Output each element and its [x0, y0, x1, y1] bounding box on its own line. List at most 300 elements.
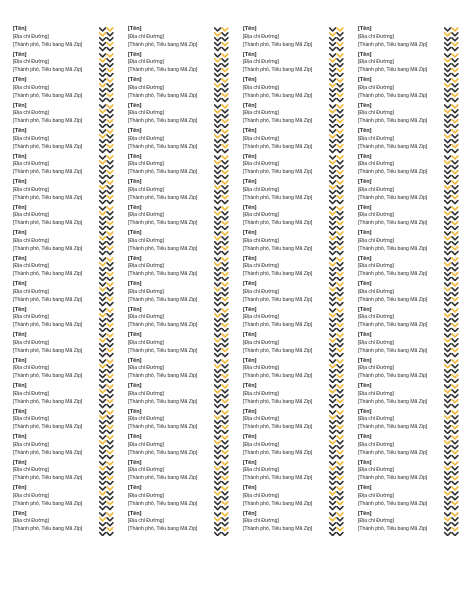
- label-street: [Địa chỉ Đường]: [13, 518, 49, 525]
- chevron-pattern-icon: [214, 230, 231, 256]
- label-city: [Thành phố, Tiểu bang Mã Zip]: [243, 347, 313, 354]
- address-label[interactable]: [12, 409, 117, 435]
- label-city: [Thành phố, Tiểu bang Mã Zip]: [13, 41, 83, 48]
- address-label[interactable]: [242, 256, 347, 282]
- label-city: [Thành phố, Tiểu bang Mã Zip]: [128, 67, 198, 74]
- label-street: [Địa chỉ Đường]: [128, 390, 164, 397]
- chevron-pattern-icon: [214, 128, 231, 154]
- address-label[interactable]: [357, 154, 462, 180]
- address-label[interactable]: [12, 52, 117, 78]
- label-street: [Địa chỉ Đường]: [13, 186, 49, 193]
- address-label[interactable]: [12, 434, 117, 460]
- address-label[interactable]: [127, 179, 232, 205]
- address-label[interactable]: [357, 383, 462, 409]
- address-label[interactable]: [357, 281, 462, 307]
- label-name: [Tên]: [358, 485, 372, 491]
- address-label[interactable]: [12, 77, 117, 103]
- chevron-pattern-icon: [99, 332, 116, 358]
- label-street: [Địa chỉ Đường]: [128, 33, 164, 40]
- address-label[interactable]: [357, 485, 462, 511]
- label-city: [Thành phố, Tiểu bang Mã Zip]: [128, 373, 198, 380]
- label-street: [Địa chỉ Đường]: [358, 84, 394, 91]
- address-label[interactable]: [357, 409, 462, 435]
- label-name: [Tên]: [128, 230, 142, 236]
- chevron-pattern-icon: [99, 52, 116, 78]
- address-label[interactable]: [12, 460, 117, 486]
- label-city: [Thành phố, Tiểu bang Mã Zip]: [13, 526, 83, 533]
- label-city: [Thành phố, Tiểu bang Mã Zip]: [13, 500, 83, 507]
- chevron-pattern-icon: [444, 434, 461, 460]
- chevron-pattern-icon: [99, 230, 116, 256]
- chevron-pattern-icon: [329, 179, 346, 205]
- label-name: [Tên]: [128, 459, 142, 466]
- label-city: [Thành phố, Tiểu bang Mã Zip]: [128, 271, 198, 278]
- address-label[interactable]: [127, 460, 232, 486]
- label-street: [Địa chỉ Đường]: [13, 416, 49, 423]
- label-city: [Thành phố, Tiểu bang Mã Zip]: [358, 398, 428, 405]
- label-street: [Địa chỉ Đường]: [13, 212, 49, 219]
- label-city: [Thành phố, Tiểu bang Mã Zip]: [128, 296, 198, 303]
- label-street: [Địa chỉ Đường]: [243, 212, 279, 219]
- address-label[interactable]: [242, 434, 347, 460]
- label-name: [Tên]: [358, 230, 372, 236]
- label-name: [Tên]: [358, 179, 372, 185]
- address-label[interactable]: [12, 511, 117, 537]
- chevron-pattern-icon: [99, 26, 116, 52]
- label-city: [Thành phố, Tiểu bang Mã Zip]: [358, 271, 428, 278]
- label-name: [Tên]: [358, 332, 372, 338]
- address-label[interactable]: [357, 460, 462, 486]
- label-city: [Thành phố, Tiểu bang Mã Zip]: [128, 475, 198, 482]
- label-street: [Địa chỉ Đường]: [243, 416, 279, 423]
- address-label[interactable]: [357, 103, 462, 129]
- label-name: [Tên]: [128, 26, 142, 32]
- label-street: [Địa chỉ Đường]: [128, 186, 164, 193]
- label-name: [Tên]: [243, 255, 257, 262]
- address-label[interactable]: [127, 485, 232, 511]
- label-street: [Địa chỉ Đường]: [243, 237, 279, 244]
- label-city: [Thành phố, Tiểu bang Mã Zip]: [243, 424, 313, 431]
- label-street: [Địa chỉ Đường]: [358, 186, 394, 193]
- label-name: [Tên]: [128, 485, 142, 491]
- label-name: [Tên]: [243, 459, 257, 466]
- chevron-pattern-icon: [444, 485, 461, 511]
- chevron-pattern-icon: [214, 77, 231, 103]
- label-street: [Địa chỉ Đường]: [358, 263, 394, 270]
- chevron-pattern-icon: [329, 26, 346, 52]
- address-label[interactable]: [357, 26, 462, 52]
- chevron-pattern-icon: [99, 485, 116, 511]
- label-city: [Thành phố, Tiểu bang Mã Zip]: [13, 322, 83, 329]
- label-city: [Thành phố, Tiểu bang Mã Zip]: [243, 220, 313, 227]
- address-label[interactable]: [242, 358, 347, 384]
- chevron-pattern-icon: [329, 460, 346, 486]
- label-name: [Tên]: [243, 306, 257, 313]
- chevron-pattern-icon: [444, 230, 461, 256]
- label-city: [Thành phố, Tiểu bang Mã Zip]: [358, 143, 428, 150]
- label-city: [Thành phố, Tiểu bang Mã Zip]: [243, 475, 313, 482]
- address-label[interactable]: [12, 256, 117, 282]
- label-street: [Địa chỉ Đường]: [243, 84, 279, 91]
- chevron-pattern-icon: [214, 434, 231, 460]
- chevron-pattern-icon: [214, 307, 231, 333]
- label-street: [Địa chỉ Đường]: [13, 161, 49, 168]
- label-street: [Địa chỉ Đường]: [243, 186, 279, 193]
- address-label[interactable]: [242, 511, 347, 537]
- address-label[interactable]: [12, 103, 117, 129]
- label-city: [Thành phố, Tiểu bang Mã Zip]: [358, 475, 428, 482]
- address-label[interactable]: [127, 511, 232, 537]
- label-city: [Thành phố, Tiểu bang Mã Zip]: [13, 424, 83, 431]
- address-label[interactable]: [357, 358, 462, 384]
- label-name: [Tên]: [358, 383, 372, 389]
- label-street: [Địa chỉ Đường]: [243, 365, 279, 372]
- chevron-pattern-icon: [329, 128, 346, 154]
- label-city: [Thành phố, Tiểu bang Mã Zip]: [128, 92, 198, 99]
- chevron-pattern-icon: [329, 358, 346, 384]
- address-label[interactable]: [357, 52, 462, 78]
- chevron-pattern-icon: [99, 154, 116, 180]
- address-label[interactable]: [12, 332, 117, 358]
- chevron-pattern-icon: [329, 281, 346, 307]
- label-city: [Thành phố, Tiểu bang Mã Zip]: [243, 169, 313, 176]
- address-label[interactable]: [127, 358, 232, 384]
- label-city: [Thành phố, Tiểu bang Mã Zip]: [243, 271, 313, 278]
- chevron-pattern-icon: [444, 383, 461, 409]
- chevron-pattern-icon: [329, 256, 346, 282]
- chevron-pattern-icon: [444, 332, 461, 358]
- address-label[interactable]: [242, 52, 347, 78]
- label-name: [Tên]: [13, 459, 27, 466]
- label-street: [Địa chỉ Đường]: [128, 135, 164, 142]
- label-name: [Tên]: [128, 153, 142, 160]
- label-street: [Địa chỉ Đường]: [358, 492, 394, 499]
- address-label[interactable]: [242, 77, 347, 103]
- label-street: [Địa chỉ Đường]: [13, 263, 49, 270]
- chevron-pattern-icon: [329, 103, 346, 129]
- address-label[interactable]: [127, 281, 232, 307]
- label-street: [Địa chỉ Đường]: [128, 365, 164, 372]
- address-label[interactable]: [242, 128, 347, 154]
- label-city: [Thành phố, Tiểu bang Mã Zip]: [13, 373, 83, 380]
- address-label[interactable]: [357, 77, 462, 103]
- label-city: [Thành phố, Tiểu bang Mã Zip]: [358, 322, 428, 329]
- label-name: [Tên]: [243, 153, 257, 160]
- address-label[interactable]: [12, 154, 117, 180]
- address-label[interactable]: [242, 205, 347, 231]
- chevron-pattern-icon: [444, 511, 461, 537]
- label-name: [Tên]: [243, 77, 257, 83]
- label-name: [Tên]: [13, 128, 27, 134]
- label-city: [Thành phố, Tiểu bang Mã Zip]: [243, 67, 313, 74]
- label-city: [Thành phố, Tiểu bang Mã Zip]: [13, 92, 83, 99]
- chevron-pattern-icon: [329, 307, 346, 333]
- label-name: [Tên]: [243, 179, 257, 185]
- address-label[interactable]: [242, 485, 347, 511]
- chevron-pattern-icon: [444, 205, 461, 231]
- address-label[interactable]: [242, 281, 347, 307]
- address-label[interactable]: [12, 179, 117, 205]
- chevron-pattern-icon: [99, 460, 116, 486]
- chevron-pattern-icon: [329, 154, 346, 180]
- chevron-pattern-icon: [329, 77, 346, 103]
- address-label[interactable]: [357, 179, 462, 205]
- label-street: [Địa chỉ Đường]: [128, 110, 164, 117]
- label-street: [Địa chỉ Đường]: [243, 390, 279, 397]
- label-city: [Thành phố, Tiểu bang Mã Zip]: [13, 449, 83, 456]
- label-street: [Địa chỉ Đường]: [128, 314, 164, 321]
- label-name: [Tên]: [358, 408, 372, 415]
- address-label[interactable]: [127, 434, 232, 460]
- label-name: [Tên]: [128, 51, 142, 58]
- label-city: [Thành phố, Tiểu bang Mã Zip]: [13, 220, 83, 227]
- label-street: [Địa chỉ Đường]: [243, 314, 279, 321]
- label-city: [Thành phố, Tiểu bang Mã Zip]: [358, 424, 428, 431]
- address-label[interactable]: [12, 205, 117, 231]
- address-label[interactable]: [242, 154, 347, 180]
- address-label[interactable]: [127, 52, 232, 78]
- label-street: [Địa chỉ Đường]: [358, 441, 394, 448]
- label-city: [Thành phố, Tiểu bang Mã Zip]: [128, 118, 198, 125]
- chevron-pattern-icon: [214, 26, 231, 52]
- chevron-pattern-icon: [99, 511, 116, 537]
- address-label[interactable]: [242, 179, 347, 205]
- address-label[interactable]: [357, 256, 462, 282]
- label-city: [Thành phố, Tiểu bang Mã Zip]: [358, 67, 428, 74]
- label-city: [Thành phố, Tiểu bang Mã Zip]: [243, 500, 313, 507]
- label-street: [Địa chỉ Đường]: [128, 212, 164, 219]
- label-street: [Địa chỉ Đường]: [128, 339, 164, 346]
- address-label[interactable]: [12, 358, 117, 384]
- label-name: [Tên]: [243, 128, 257, 134]
- label-street: [Địa chỉ Đường]: [358, 314, 394, 321]
- label-city: [Thành phố, Tiểu bang Mã Zip]: [243, 398, 313, 405]
- address-label[interactable]: [127, 307, 232, 333]
- address-label[interactable]: [12, 281, 117, 307]
- label-city: [Thành phố, Tiểu bang Mã Zip]: [243, 526, 313, 533]
- chevron-pattern-icon: [214, 485, 231, 511]
- address-label[interactable]: [242, 409, 347, 435]
- chevron-pattern-icon: [329, 383, 346, 409]
- label-street: [Địa chỉ Đường]: [13, 33, 49, 40]
- label-street: [Địa chỉ Đường]: [13, 237, 49, 244]
- label-street: [Địa chỉ Đường]: [358, 135, 394, 142]
- label-name: [Tên]: [13, 102, 27, 109]
- label-name: [Tên]: [13, 306, 27, 313]
- label-city: [Thành phố, Tiểu bang Mã Zip]: [128, 169, 198, 176]
- label-grid: [12, 26, 462, 536]
- chevron-pattern-icon: [99, 256, 116, 282]
- chevron-pattern-icon: [444, 154, 461, 180]
- label-city: [Thành phố, Tiểu bang Mã Zip]: [128, 220, 198, 227]
- label-name: [Tên]: [128, 102, 142, 109]
- label-city: [Thành phố, Tiểu bang Mã Zip]: [13, 475, 83, 482]
- address-label[interactable]: [242, 460, 347, 486]
- address-label[interactable]: [12, 485, 117, 511]
- label-street: [Địa chỉ Đường]: [358, 59, 394, 66]
- chevron-pattern-icon: [329, 230, 346, 256]
- address-label[interactable]: [357, 307, 462, 333]
- chevron-pattern-icon: [99, 307, 116, 333]
- label-street: [Địa chỉ Đường]: [358, 518, 394, 525]
- label-city: [Thành phố, Tiểu bang Mã Zip]: [128, 526, 198, 533]
- label-name: [Tên]: [358, 77, 372, 83]
- address-label[interactable]: [12, 307, 117, 333]
- chevron-pattern-icon: [329, 332, 346, 358]
- label-name: [Tên]: [358, 51, 372, 58]
- label-name: [Tên]: [13, 230, 27, 236]
- label-name: [Tên]: [243, 510, 257, 517]
- address-label[interactable]: [127, 230, 232, 256]
- label-city: [Thành phố, Tiểu bang Mã Zip]: [128, 41, 198, 48]
- label-city: [Thành phố, Tiểu bang Mã Zip]: [13, 271, 83, 278]
- label-street: [Địa chỉ Đường]: [243, 467, 279, 474]
- address-label[interactable]: [127, 256, 232, 282]
- address-label[interactable]: [242, 230, 347, 256]
- chevron-pattern-icon: [99, 179, 116, 205]
- label-street: [Địa chỉ Đường]: [358, 365, 394, 372]
- chevron-pattern-icon: [214, 103, 231, 129]
- chevron-pattern-icon: [214, 358, 231, 384]
- address-label[interactable]: [357, 128, 462, 154]
- label-name: [Tên]: [13, 434, 27, 440]
- chevron-pattern-icon: [214, 460, 231, 486]
- chevron-pattern-icon: [99, 103, 116, 129]
- address-label[interactable]: [242, 383, 347, 409]
- address-label[interactable]: [357, 434, 462, 460]
- chevron-pattern-icon: [329, 205, 346, 231]
- label-city: [Thành phố, Tiểu bang Mã Zip]: [128, 424, 198, 431]
- address-label[interactable]: [12, 230, 117, 256]
- address-label[interactable]: [242, 103, 347, 129]
- label-city: [Thành phố, Tiểu bang Mã Zip]: [243, 143, 313, 150]
- label-name: [Tên]: [243, 26, 257, 32]
- label-name: [Tên]: [243, 485, 257, 491]
- label-city: [Thành phố, Tiểu bang Mã Zip]: [13, 245, 83, 252]
- address-label[interactable]: [357, 511, 462, 537]
- label-city: [Thành phố, Tiểu bang Mã Zip]: [128, 500, 198, 507]
- label-street: [Địa chỉ Đường]: [243, 288, 279, 295]
- chevron-pattern-icon: [99, 77, 116, 103]
- chevron-pattern-icon: [444, 103, 461, 129]
- chevron-pattern-icon: [444, 128, 461, 154]
- chevron-pattern-icon: [99, 358, 116, 384]
- label-name: [Tên]: [243, 332, 257, 338]
- label-name: [Tên]: [243, 230, 257, 236]
- label-street: [Địa chỉ Đường]: [358, 339, 394, 346]
- label-street: [Địa chỉ Đường]: [13, 110, 49, 117]
- label-city: [Thành phố, Tiểu bang Mã Zip]: [243, 194, 313, 201]
- label-city: [Thành phố, Tiểu bang Mã Zip]: [358, 118, 428, 125]
- chevron-pattern-icon: [444, 77, 461, 103]
- label-name: [Tên]: [128, 204, 142, 211]
- chevron-pattern-icon: [214, 383, 231, 409]
- label-name: [Tên]: [358, 102, 372, 109]
- label-name: [Tên]: [128, 179, 142, 185]
- label-street: [Địa chỉ Đường]: [128, 441, 164, 448]
- label-city: [Thành phố, Tiểu bang Mã Zip]: [358, 296, 428, 303]
- address-label[interactable]: [12, 128, 117, 154]
- chevron-pattern-icon: [444, 409, 461, 435]
- address-label[interactable]: [127, 383, 232, 409]
- address-label[interactable]: [12, 26, 117, 52]
- label-name: [Tên]: [243, 51, 257, 58]
- label-city: [Thành phố, Tiểu bang Mã Zip]: [128, 347, 198, 354]
- address-label[interactable]: [242, 26, 347, 52]
- label-city: [Thành phố, Tiểu bang Mã Zip]: [358, 347, 428, 354]
- label-name: [Tên]: [128, 306, 142, 313]
- label-city: [Thành phố, Tiểu bang Mã Zip]: [358, 526, 428, 533]
- label-street: [Địa chỉ Đường]: [358, 467, 394, 474]
- address-label[interactable]: [357, 332, 462, 358]
- address-label[interactable]: [357, 230, 462, 256]
- label-city: [Thành phố, Tiểu bang Mã Zip]: [358, 169, 428, 176]
- chevron-pattern-icon: [214, 154, 231, 180]
- label-name: [Tên]: [13, 408, 27, 415]
- chevron-pattern-icon: [444, 460, 461, 486]
- chevron-pattern-icon: [444, 179, 461, 205]
- label-street: [Địa chỉ Đường]: [128, 467, 164, 474]
- address-label[interactable]: [127, 26, 232, 52]
- address-label[interactable]: [127, 332, 232, 358]
- label-city: [Thành phố, Tiểu bang Mã Zip]: [243, 92, 313, 99]
- label-name: [Tên]: [358, 434, 372, 440]
- label-street: [Địa chỉ Đường]: [358, 416, 394, 423]
- address-label[interactable]: [12, 383, 117, 409]
- label-city: [Thành phố, Tiểu bang Mã Zip]: [13, 398, 83, 405]
- label-city: [Thành phố, Tiểu bang Mã Zip]: [13, 118, 83, 125]
- address-label[interactable]: [127, 154, 232, 180]
- address-label[interactable]: [127, 77, 232, 103]
- label-name: [Tên]: [243, 281, 257, 287]
- address-label[interactable]: [357, 205, 462, 231]
- label-name: [Tên]: [358, 357, 372, 364]
- label-street: [Địa chỉ Đường]: [358, 212, 394, 219]
- label-city: [Thành phố, Tiểu bang Mã Zip]: [243, 41, 313, 48]
- address-label[interactable]: [127, 409, 232, 435]
- address-label[interactable]: [242, 332, 347, 358]
- label-street: [Địa chỉ Đường]: [358, 390, 394, 397]
- label-city: [Thành phố, Tiểu bang Mã Zip]: [13, 296, 83, 303]
- label-city: [Thành phố, Tiểu bang Mã Zip]: [243, 322, 313, 329]
- label-street: [Địa chỉ Đường]: [243, 441, 279, 448]
- label-name: [Tên]: [243, 204, 257, 211]
- chevron-pattern-icon: [214, 256, 231, 282]
- label-name: [Tên]: [243, 383, 257, 389]
- label-street: [Địa chỉ Đường]: [13, 84, 49, 91]
- address-label[interactable]: [127, 205, 232, 231]
- label-city: [Thành phố, Tiểu bang Mã Zip]: [128, 143, 198, 150]
- chevron-pattern-icon: [99, 281, 116, 307]
- label-street: [Địa chỉ Đường]: [13, 288, 49, 295]
- chevron-pattern-icon: [329, 485, 346, 511]
- label-city: [Thành phố, Tiểu bang Mã Zip]: [128, 449, 198, 456]
- label-street: [Địa chỉ Đường]: [243, 135, 279, 142]
- label-street: [Địa chỉ Đường]: [243, 263, 279, 270]
- label-name: [Tên]: [13, 51, 27, 58]
- chevron-pattern-icon: [214, 205, 231, 231]
- address-label[interactable]: [127, 128, 232, 154]
- chevron-pattern-icon: [444, 26, 461, 52]
- address-label[interactable]: [242, 307, 347, 333]
- label-street: [Địa chỉ Đường]: [13, 59, 49, 66]
- chevron-pattern-icon: [214, 179, 231, 205]
- label-city: [Thành phố, Tiểu bang Mã Zip]: [13, 143, 83, 150]
- label-city: [Thành phố, Tiểu bang Mã Zip]: [243, 373, 313, 380]
- address-label[interactable]: [127, 103, 232, 129]
- label-name: [Tên]: [243, 357, 257, 364]
- label-name: [Tên]: [358, 459, 372, 466]
